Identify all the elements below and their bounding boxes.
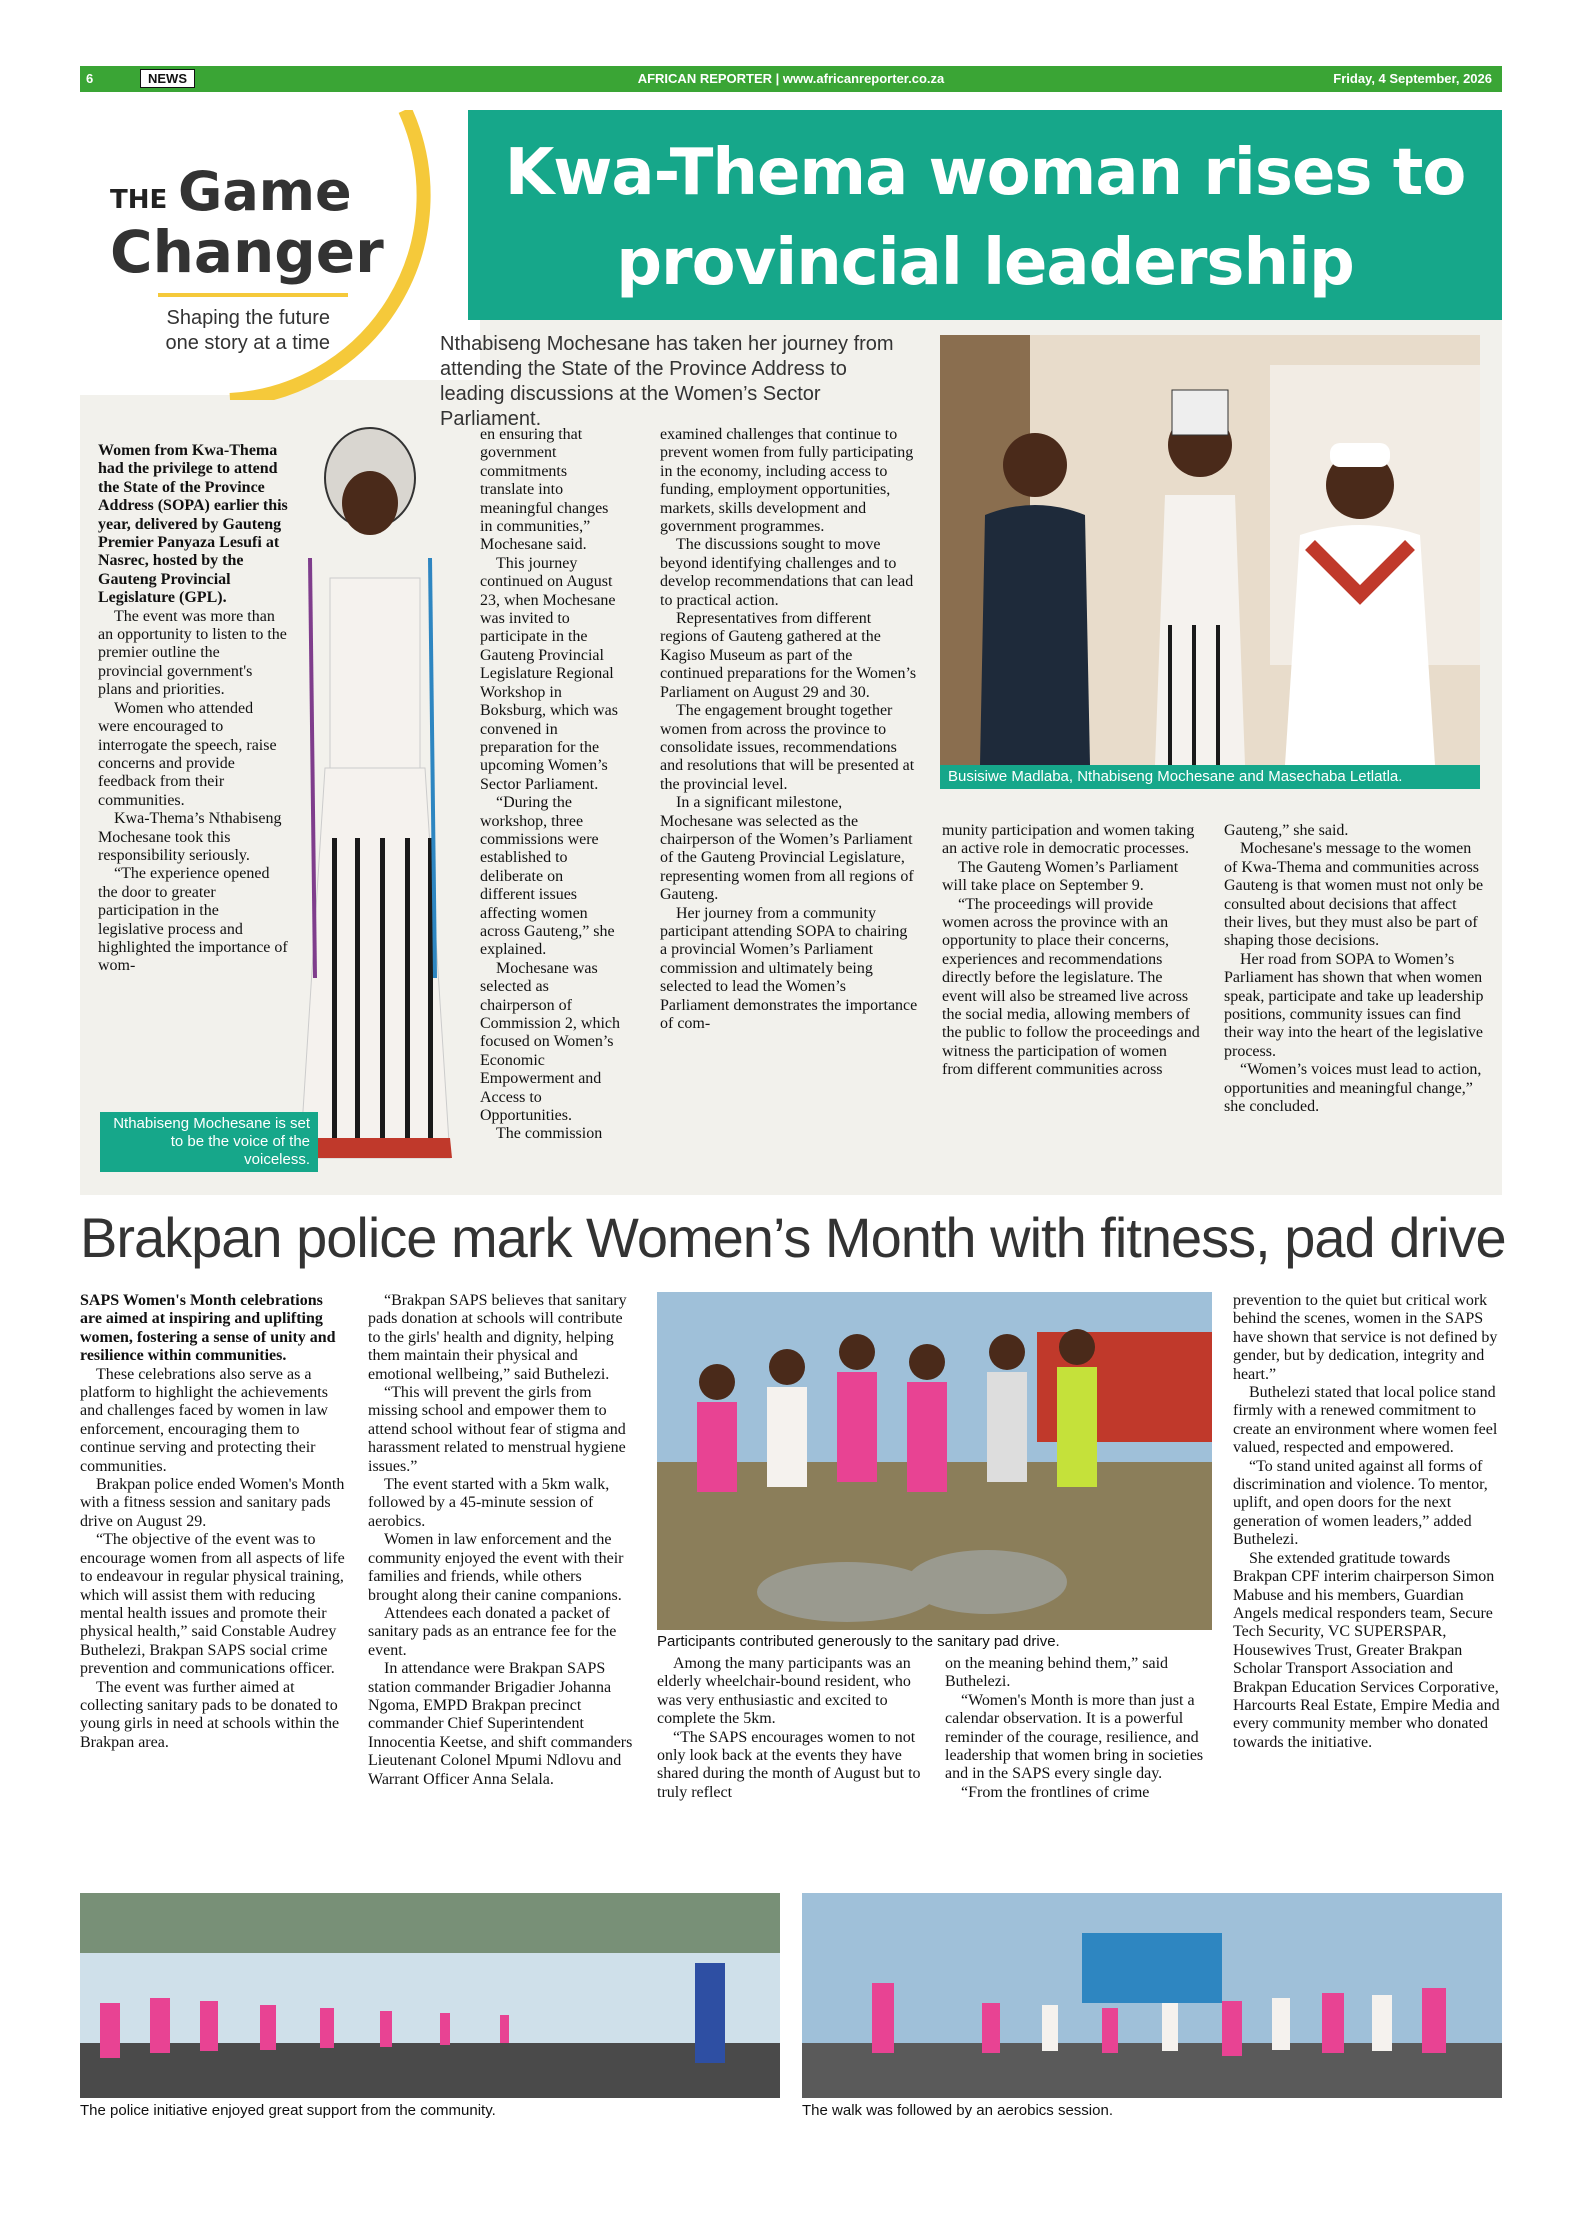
headline-line-2: provincial leadership: [616, 226, 1354, 300]
story2-column-2: [368, 1292, 634, 1789]
paragraph: “To stand united against all forms of discrimination and violence. To mentor, uplift, and open doors for the next generation of women leaders,” added Buthelezi.: [1233, 1457, 1488, 1549]
feature-column-2: [400, 426, 620, 1144]
headline-banner: [468, 110, 1502, 320]
paragraph: Buthelezi stated that local police stand firmly with a renewed commitment to create an environment where women feel valued, respected and empowered.: [1233, 1384, 1498, 1457]
brand-game: Game: [178, 160, 352, 223]
story2-column-3: [657, 1655, 925, 1802]
paragraph: “The proceedings will provide women across the province with an opportunity to place their concerns, experiences and recommendations directly before the legislature. The event will also be streamed live across the social media, allowing members of the public to follow the proceedings and witness the participation of women from different communities across: [942, 895, 1200, 1079]
feature-lead-paragraph: Women from Kwa-Thema had the privilege to attend the State of the Province Address (SOPA) earlier this year, delivered by Gauteng Premier Panyaza Lesufi at Nasrec, hosted by the Gauteng Provincial Legislature (GPL).: [98, 442, 288, 607]
feature-column-3: [660, 426, 918, 1033]
paragraph: Among the many participants was an elderly wheelchair-bound resident, who was very enthusiastic and excited to complete the 5km.: [657, 1655, 911, 1728]
page-number: 6: [86, 71, 94, 86]
story2-column-1: [80, 1292, 345, 1752]
section-label: NEWS: [140, 69, 195, 88]
paragraph: Representatives from different regions of Gauteng gathered at the Kagiso Museum as part of the continued preparations for the Women’s Parliament on August 29 and 30.: [660, 610, 917, 701]
paragraph: In a significant milestone, Mochesane was selected as the chairperson of the Women’s Parliament of the Gauteng Provincial Legislature, representing women from all regions of Gauteng.: [660, 794, 914, 904]
paragraph: Gauteng,” she said.: [1224, 822, 1349, 839]
paragraph: The event was more than an opportunity to listen to the premier outline the provincial government's plans and priorities.: [98, 607, 287, 699]
paragraph: prevention to the quiet but critical work behind the scenes, women in the SAPS have shown that service is not defined by gender, but by dedication, integrity and heart.”: [1233, 1292, 1498, 1383]
paragraph: The commission: [496, 1125, 603, 1143]
feature-headline: [468, 128, 1502, 308]
brand-underline: [158, 293, 348, 297]
paragraph: Women in law enforcement and the community enjoyed the event with their families and friends, while others brought along their canine companions.: [368, 1531, 624, 1604]
tagline-line-2: one story at a time: [165, 332, 330, 354]
photo2-caption: Busisiwe Madlaba, Nthabiseng Mochesane and Masechaba Letlatla.: [940, 765, 1480, 789]
paragraph: The event started with a 5km walk, followed by a 45-minute session of aerobics.: [368, 1476, 610, 1530]
paragraph: on the meaning behind them,” said Buthelezi.: [945, 1655, 1169, 1691]
story2-lead-paragraph: SAPS Women's Month celebrations are aimed at inspiring and uplifting women, fostering a sense of unity and resilience within communities.: [80, 1292, 336, 1365]
story2-column-5: [1233, 1292, 1501, 1752]
paragraph: Attendees each donated a packet of sanitary pads as an entrance fee for the event.: [368, 1604, 617, 1659]
paragraph: The discussions sought to move beyond identifying challenges and to develop recommendations that can lead to practical action.: [660, 536, 914, 609]
paragraph: “From the frontlines of crime: [961, 1783, 1150, 1801]
feature-photo-group: [940, 335, 1480, 765]
paragraph: She extended gratitude towards Brakpan CPF interim chairperson Simon Mabuse and his members, Guardian Angels medical responders team, Secure Tech Security, VC SUPERSPAR, Housewives Trust, Greater Brakpan Scholar Transport Association and Brakpan Education Services Corporative, Harcourts Real Estate, Empire Media and every community member who donated towards the initiative.: [1233, 1549, 1500, 1751]
paragraph: “During the workshop, three commissions were established to deliberate on different issues affecting women across Gauteng,” she explained.: [480, 794, 615, 959]
paragraph: These celebrations also serve as a platform to highlight the achievements and challenges faced by women in law enforcement, encouraging them to continue serving and protecting their communities.: [80, 1365, 328, 1475]
paragraph: Her journey from a community participant attending SOPA to chairing a provincial Women’s Parliament commission and ultimately being selected to lead the Women’s Parliament demonstrates the importance of com-: [660, 904, 918, 1032]
brand-the: THE: [110, 185, 168, 215]
paragraph: Women who attended were encouraged to interrogate the speech, raise concerns and provide feedback from their communities.: [98, 699, 277, 809]
paragraph: “The experience opened the door to greater participation in the legislative process and highlighted the importance of wom-: [98, 865, 288, 975]
brand-changer: Changer: [110, 218, 384, 286]
publication-name: AFRICAN REPORTER | www.africanreporter.co.za: [637, 71, 945, 86]
story2-column-4: [945, 1655, 1213, 1802]
bottom-photo-aerobics: [802, 1893, 1502, 2098]
paragraph: “The SAPS encourages women to not only look back at the events they have shared during the month of August but to truly reflect: [657, 1728, 921, 1801]
issue-date: Friday, 4 September, 2026: [1333, 71, 1492, 86]
paragraph: In attendance were Brakpan SAPS station commander Brigadier Johanna Ngoma, EMPD Brakpan precinct commander Chief Superintendent Innocentia Keetse, and shift commanders Lieutenant Colonel Mpumi Ndlovu and Warrant Officer Anna Selala.: [368, 1660, 633, 1788]
paragraph: The event was further aimed at collecting sanitary pads to be donated to young girls in need at schools within the Brakpan area.: [80, 1678, 340, 1751]
photo1-caption: Nthabiseng Mochesane is set to be the voice of the voiceless.: [100, 1112, 318, 1172]
story2-photo-pad-drive: [657, 1292, 1212, 1630]
tagline-line-1: Shaping the future: [166, 307, 330, 329]
paragraph: “Brakpan SAPS believes that sanitary pads donation at schools will contribute to the girls' health and dignity, helping them maintain their physical and emotional wellbeing,” said Buthelezi.: [368, 1292, 627, 1383]
paragraph: Kwa-Thema’s Nthabiseng Mochesane took this responsibility seriously.: [98, 810, 282, 864]
paragraph: Mochesane was selected as chairperson of Commission 2, which focused on Women’s Economic Empowerment and Access to Opportunities.: [480, 959, 621, 1125]
paragraph: munity participation and women taking an active role in democratic processes.: [942, 822, 1195, 858]
feature-column-1: [98, 442, 288, 976]
feature-column-5: [1224, 822, 1486, 1117]
feature-column-4: [942, 822, 1200, 1080]
brand-tagline: [130, 306, 330, 356]
story2-headline: Brakpan police mark Women’s Month with fitness, pad drive: [80, 1206, 1506, 1269]
paragraph: “Women's Month is more than just a calendar observation. It is a powerful reminder of the courage, resilience, and leadership that women bring in societies and in the SAPS every single day.: [945, 1691, 1204, 1783]
paragraph: Mochesane's message to the women of Kwa-Thema and communities across Gauteng is that women must not only be consulted about decisions that affect their lives, but they must also be part of shaping those decisions.: [1224, 840, 1484, 950]
paragraph: “The objective of the event was to encourage women from all aspects of life to endeavour in regular physical training, which will assist them with reducing mental health issues and promote their physical health,” said Constable Audrey Buthelezi, Brakpan SAPS social crime prevention and communications officer.: [80, 1531, 345, 1678]
bottom-left-caption: The police initiative enjoyed great support from the community.: [80, 2102, 496, 2119]
paragraph: The Gauteng Women’s Parliament will take place on September 9.: [942, 858, 1179, 895]
paragraph: examined challenges that continue to prevent women from fully participating in the economy, including access to funding, employment opportunities, markets, skills development and government programmes.: [660, 426, 914, 536]
story2-photo-caption: Participants contributed generously to the sanitary pad drive.: [657, 1633, 1060, 1650]
paragraph: en ensuring that government commitments translate into meaningful changes in communities,” Mochesane said.: [480, 426, 609, 554]
paragraph: “This will prevent the girls from missing school and empower them to attend school without fear of stigma and harassment related to menstrual hygiene issues.”: [368, 1384, 626, 1475]
paragraph: Her road from SOPA to Women’s Parliament has shown that when women speak, participate and take up leadership positions, community issues can find their way into the heart of the legislative process.: [1224, 950, 1484, 1060]
paragraph: This journey continued on August 23, when Mochesane was invited to participate in the Gauteng Provincial Legislature Regional Workshop in Boksburg, which was convened in preparation for the upcoming Women’s Sector Parliament.: [480, 554, 618, 793]
bottom-photo-walk: [80, 1893, 780, 2098]
bottom-right-caption: The walk was followed by an aerobics session.: [802, 2102, 1113, 2119]
feature-intro: Nthabiseng Mochesane has taken her journey from attending the State of the Province Address to leading discussions at the Women’s Sector Parliament.: [440, 333, 894, 430]
masthead-bar: [80, 66, 1502, 92]
paragraph: “Women’s voices must lead to action, opportunities and meaningful change,” she concluded.: [1224, 1061, 1482, 1116]
headline-line-1: Kwa-Thema woman rises to: [504, 136, 1466, 210]
paragraph: The engagement brought together women from across the province to consolidate issues, recommendations and resolutions that will be presented at the provincial level.: [660, 702, 915, 793]
paragraph: Brakpan police ended Women's Month with a fitness session and sanitary pads drive on August 29.: [80, 1476, 345, 1530]
